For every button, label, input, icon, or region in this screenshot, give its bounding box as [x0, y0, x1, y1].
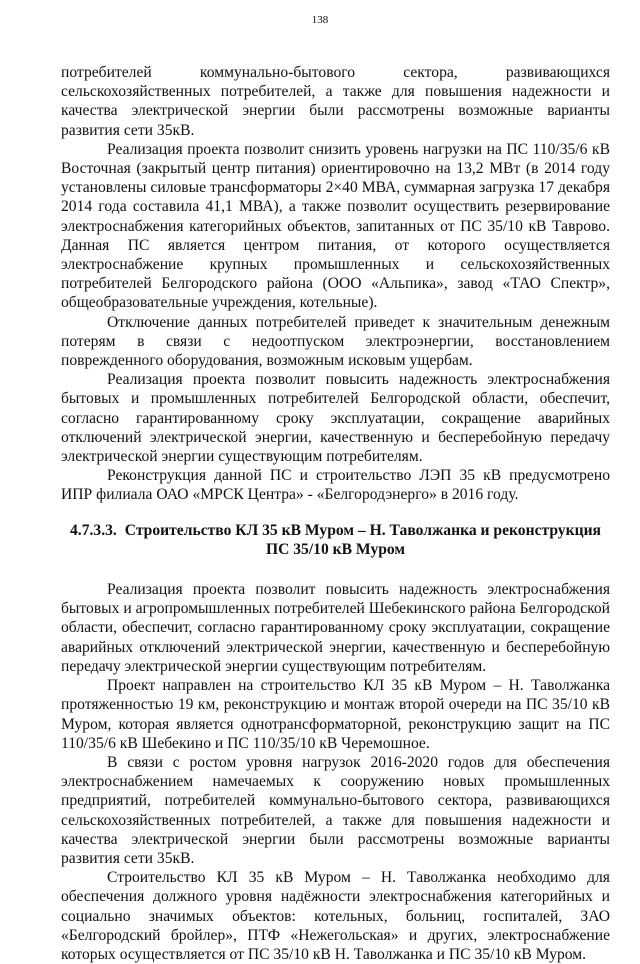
- page-body: [61, 63, 610, 964]
- paragraph: Реализация проекта позволит повысить надежность электроснабжения бытовых и агропромышленных потребителей Шебекинского района Белгородской области, обеспечит, согласно гарантированному сроку эксплуатации, сокращение аварийных отключений электрической энергии, качественную и бесперебойную передачу электрической энергии существующим потребителям.: [61, 581, 610, 675]
- paragraph: Реализация проекта позволит повысить надежность электроснабжения бытовых и промышленных потребителей Белгородской области, обеспечит, согласно гарантированному сроку эксплуатации, сокращение аварийных отключений электрической энергии, качественную и бесперебойную передачу электрической энергии существующим потребителям.: [61, 371, 610, 466]
- paragraph: Проект направлен на строительство КЛ 35 кВ Муром – Н. Таволжанка протяженностью 19 км, реконструкцию и монтаж второй очереди на ПС 35/10 кВ Муром, которая является однотрансформаторной, реконструкцию защит на ПС 110/35/6 кВ Шебекино и ПС 110/35/10 кВ Черемошное.: [61, 677, 610, 752]
- paragraph: Отключение данных потребителей приведет к значительным денежным потерям в связи с недоотпуском электроэнергии, восстановлением поврежденного оборудования, возможным исковым ущербам.: [61, 313, 610, 370]
- paragraph: Реализация проекта позволит снизить уровень нагрузки на ПС 110/35/6 кВ Восточная (закрытый центр питания) ориентировочно на 13,2 МВт (в 2014 году установлены силовые трансформаторы 2×40 МВА, суммарная загрузка 17 декабря 2014 года составила 41,1 МВА), а также позволит осуществить резервирование электроснабжения категорийных объектов, запитанных от ПС 35/10 кВ Таврово. Данная ПС является центром питания, от которого осуществляется электроснабжение крупных промышленных и сельскохозяйственных потребителей Белгородского района (ООО «Альпика», завод «ТАО Спектр», общеобразовательные учреждения, котельные).: [61, 140, 610, 312]
- section-title-part-1: Строительство КЛ 35 кВ Муром – Н. Таволжанка и реконструкция: [124, 521, 601, 539]
- section-title-part-2: ПС 35/10 кВ Муром: [265, 540, 406, 558]
- page-number: 138: [311, 14, 329, 26]
- paragraph: Реконструкция данной ПС и строительство ЛЭП 35 кВ предусмотрено ИПР филиала ОАО «МРСК Центра» - «Белгородэнерго» в 2016 году.: [61, 467, 610, 504]
- section-heading: [61, 521, 610, 559]
- section-heading-line-1: [61, 521, 610, 540]
- paragraph: В связи с ростом уровня нагрузок 2016-2020 годов для обеспечения электроснабжением намечаемых к сооружению новых промышленных предприятий, потребителей коммунально-бытового сектора, развивающихся сельскохозяйственных потребителей, а также для повышения надежности и качества электрической энергии были рассмотрены возможные варианты развития сети 35кВ.: [61, 753, 610, 867]
- paragraph: Строительство КЛ 35 кВ Муром – Н. Таволжанка необходимо для обеспечения должного уровня надёжности электроснабжения категорийных и социально значимых объектов: котельных, больниц, госпиталей, ЗАО «Белгородский бройлер», ПТФ «Нежегольская» и других, электроснабжение которых осуществляется от ПС 35/10 кВ Н. Таволжанка и ПС 35/10 кВ Муром.: [61, 869, 610, 963]
- paragraph: потребителей коммунально-бытового сектора, развивающихся сельскохозяйственных потребителей, а также для повышения надежности и качества электрической энергии были рассмотрены возможные варианты развития сети 35кВ.: [61, 64, 610, 139]
- section-number: 4.7.3.3.: [70, 521, 117, 539]
